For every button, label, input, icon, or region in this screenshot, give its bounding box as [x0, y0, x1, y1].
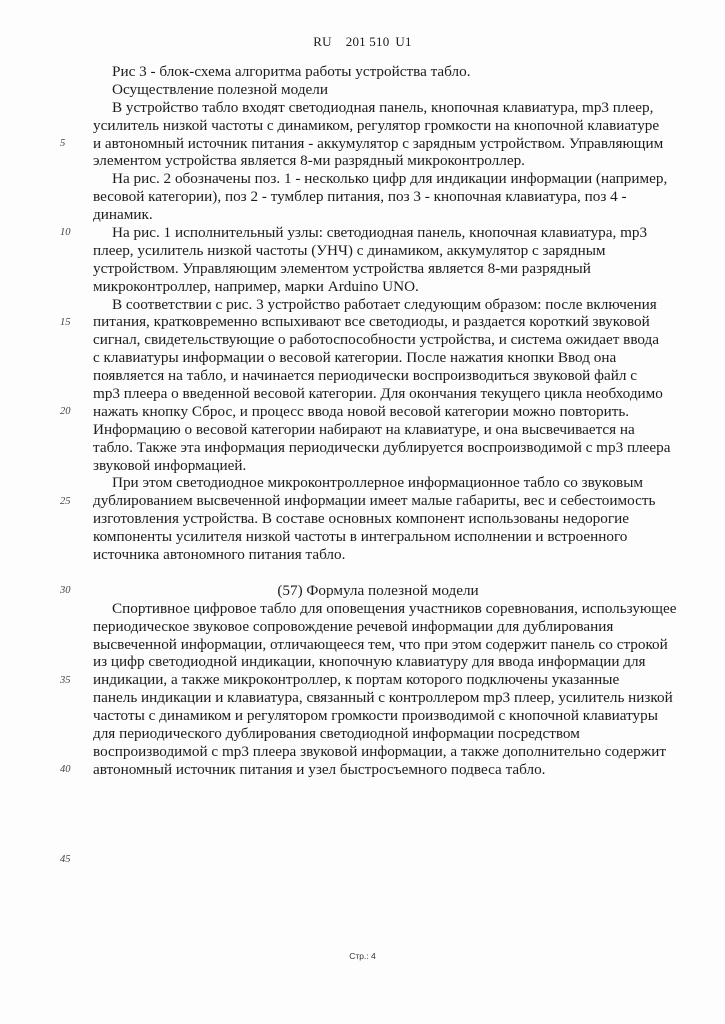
margin-line-number: 10: [60, 227, 71, 239]
text-line: нажать кнопку Сброс, и процесс ввода новой весовой категории можно повторить.: [93, 402, 630, 420]
text-line: табло. Также эта информация периодически дублируется воспроизводимой с mp3 плеера: [93, 438, 671, 456]
text-line: В устройство табло входят светодиодная панель, кнопочная клавиатура, mp3 плеер,: [112, 98, 654, 116]
document-kind: U1: [395, 34, 412, 49]
margin-line-number: 20: [60, 406, 71, 418]
blank-line: [93, 564, 663, 582]
section-heading: (57) Формула полезной модели: [277, 581, 479, 599]
text-line: устройством. Управляющим элементом устройства является 8-ми разрядный: [93, 259, 591, 277]
text-line: автономный источник питания и узел быстросъемного подвеса табло.: [93, 760, 546, 778]
margin-line-number: 5: [60, 137, 66, 149]
text-line: микроконтроллер, например, марки Arduino UNO.: [93, 277, 419, 295]
patent-header: [0, 34, 725, 50]
text-line: Рис 3 - блок-схема алгоритма работы устройства табло.: [112, 63, 471, 80]
text-line: с клавиатуры информации о весовой категории. После нажатия кнопки Ввод она: [93, 349, 617, 367]
text-line: панель индикации и клавиатура, связанный с контроллером mp3 плеер, усилитель низкой: [93, 689, 673, 707]
margin-line-number: 45: [60, 853, 71, 865]
text-line: частоты с динамиком и регулятором громкости производимой с кнопочной клавиатуры: [93, 707, 658, 725]
page-number: Стр.: 4: [349, 951, 376, 961]
margin-line-number: 30: [60, 585, 71, 597]
text-line: На рис. 1 исполнительный узлы: светодиодная панель, кнопочная клавиатура, mp3: [112, 224, 648, 242]
country-code: RU: [313, 34, 332, 49]
text-line: воспроизводимой с mp3 плеера звуковой информации, а также дополнительно содержит: [93, 742, 666, 760]
text-line: появляется на табло, и начинается периодически воспроизводиться звуковой файл с: [93, 367, 637, 385]
margin-line-number: 35: [60, 674, 71, 686]
text-line: и автономный источник питания - аккумулятор с зарядным устройством. Управляющим: [93, 134, 664, 152]
patent-number: 201 510: [345, 34, 390, 49]
text-line: усилитель низкой частоты с динамиком, регулятор громкости на кнопочной клавиатуре: [93, 116, 660, 134]
text-line: При этом светодиодное микроконтроллерное информационное табло со звуковым: [112, 474, 644, 492]
margin-line-number: 40: [60, 764, 71, 776]
text-line: источника автономного питания табло.: [93, 546, 346, 564]
text-line: сигнал, свидетельствующие о работоспособности устройства, и система ожидает ввода: [93, 331, 660, 349]
text-line: дублированием высвеченной информации имеет малые габариты, вес и себестоимость: [93, 492, 656, 510]
text-line: В соответствии с рис. 3 устройство работает следующим образом: после включения: [112, 295, 657, 313]
margin-line-number: 15: [60, 316, 71, 328]
text-line: звуковой информацией.: [93, 456, 247, 474]
text-line: На рис. 2 обозначены поз. 1 - несколько цифр для индикации информации (например,: [112, 170, 668, 188]
text-line: для периодического дублирования светодиодной информации посредством: [93, 724, 580, 742]
text-line: изготовления устройства. В составе основных компонент использованы недорогие: [93, 510, 629, 528]
text-line: из цифр светодиодной индикации, кнопочную клавиатуру для ввода информации для: [93, 653, 646, 671]
margin-line-number: 25: [60, 495, 71, 507]
text-line: весовой категории), поз 2 - тумблер питания, поз 3 - кнопочная клавиатура, поз 4 -: [93, 188, 627, 206]
text-line: Информацию о весовой категории набирают на клавиатуре, и она высвечивается на: [93, 420, 635, 438]
text-line: Спортивное цифровое табло для оповещения участников соревнования, использующее: [112, 599, 677, 617]
text-line: компоненты усилителя низкой частоты в интегральном исполнении и встроенного: [93, 528, 628, 546]
text-line: индикации, а также микроконтроллер, к портам которого подключены указанные: [93, 671, 620, 689]
text-line: mp3 плеера о введенной весовой категории. Для окончания текущего цикла необходимо: [93, 385, 663, 403]
text-line: высвеченной информации, отличающееся тем, что при этом содержит панель со строкой: [93, 635, 668, 653]
text-line: питания, кратковременно вспыхивают все светодиоды, и раздается короткий звуковой: [93, 313, 650, 331]
text-line: динамик.: [93, 206, 153, 224]
text-line: элементом устройства является 8-ми разрядный микроконтроллер.: [93, 152, 525, 170]
text-line: периодическое звуковое сопровождение речевой информации для дублирования: [93, 617, 614, 635]
text-line: плеер, усилитель низкой частоты (УНЧ) с динамиком, аккумулятор с зарядным: [93, 241, 606, 259]
page-footer: [0, 951, 725, 961]
description-text: [93, 63, 677, 779]
text-line: Осуществление полезной модели: [112, 80, 328, 98]
